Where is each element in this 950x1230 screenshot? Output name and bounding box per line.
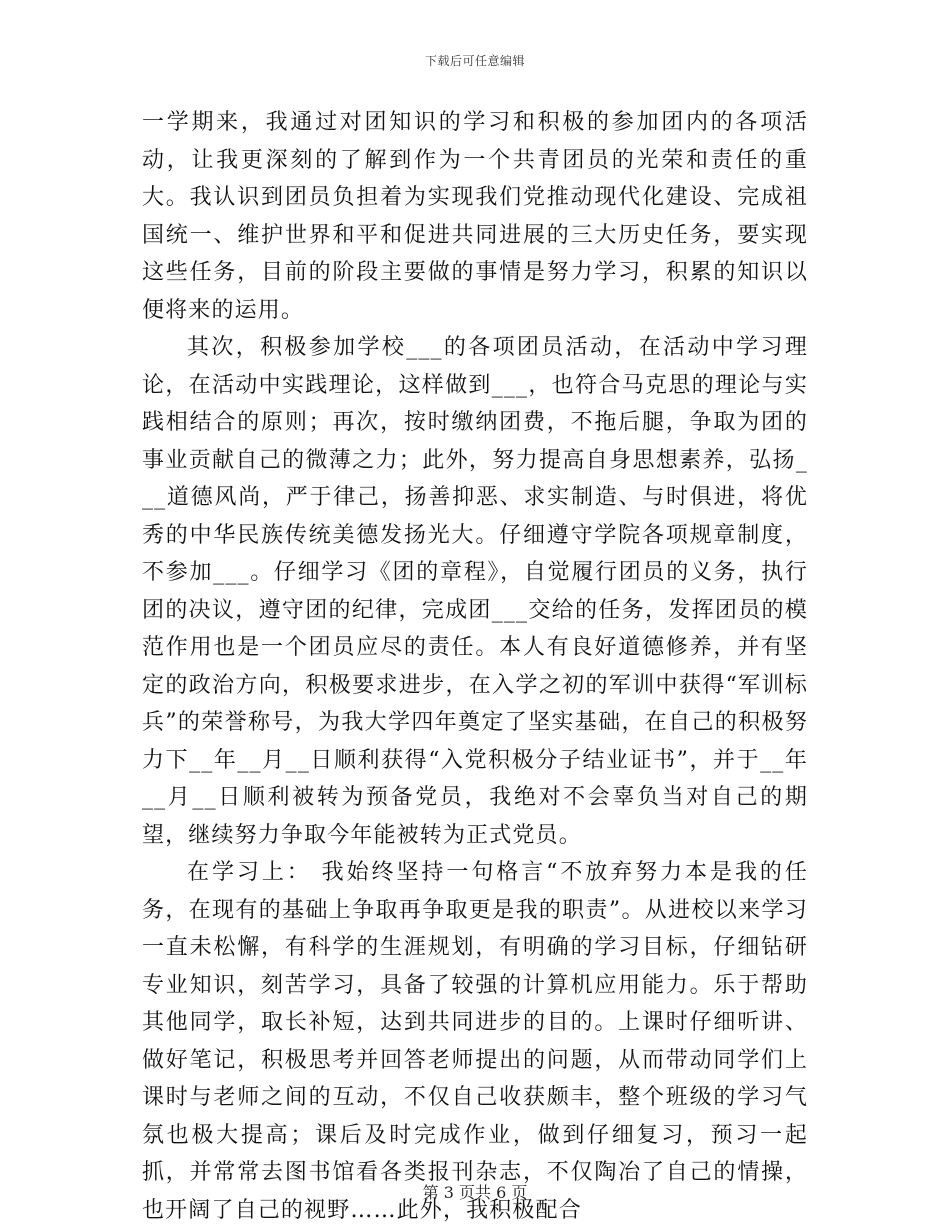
- document-body: [142, 104, 808, 1229]
- paragraph-1: 一学期来，我通过对团知识的学习和积极的参加团内的各项活动，让我更深刻的了解到作为一个共青团员的光荣和责任的重大。我认识到团员负担着为实现我们党推动现代化建设、完成祖国统一、维护世界和平和促进共同进展的三大历史任务，要实现这些任务，目前的阶段主要做的事情是努力学习，积累的知识以便将来的运用。: [142, 110, 808, 323]
- page-footer: 第 3 页共 6 页: [422, 1183, 528, 1202]
- paragraph-2: 其次，积极参加学校___的各项团员活动，在活动中学习理论，在活动中实践理论，这样做到___，也符合马克思的理论与实践相结合的原则；再次，按时缴纳团费，不拖后腿，争取为团的事业贡献自己的微薄之力；此外，努力提高自身思想素养，弘扬___道德风尚，严于律己，扬善抑恶、求实制造、与时俱进，将优秀的中华民族传统美德发扬光大。仔细遵守学院各项规章制度，不参加___。仔细学习《团的章程》，自觉履行团员的义务，执行团的决议，遵守团的纪律，完成团___交给的任务，发挥团员的模范作用也是一个团员应尽的责任。本人有良好道德修养，并有坚定的政治方向，积极要求进步，在入学之初的军训中获得“军训标兵”的荣誉称号，为我大学四年奠定了坚实基础，在自己的积极努力下__年__月__日顺利获得“入党积极分子结业证书”，并于__年__月__日顺利被转为预备党员，我绝对不会辜负当对自己的期望，继续努力争取今年能被转为正式党员。: [142, 335, 808, 848]
- paragraph-3: 在学习上： 我始终坚持一句格言“不放弃努力本是我的任务，在现有的基础上争取再争取更是我的职责”。从进校以来学习一直未松懈，有科学的生涯规划，有明确的学习目标，仔细钻研专业知识，刻苦学习，具备了较强的计算机应用能力。乐于帮助其他同学，取长补短，达到共同进步的目的。上课时仔细听讲、做好笔记，积极思考并回答老师提出的问题，从而带动同学们上课时与老师之间的互动，不仅自己收获颇丰，整个班级的学习气氛也极大提高；课后及时完成作业，做到仔细复习，预习一起抓，并常常去图书馆看各类报刊杂志，不仅陶冶了自己的情操，也开阔了自己的视野……此外，我积极配合: [142, 860, 808, 1223]
- page-header: 下载后可任意编辑: [424, 54, 525, 68]
